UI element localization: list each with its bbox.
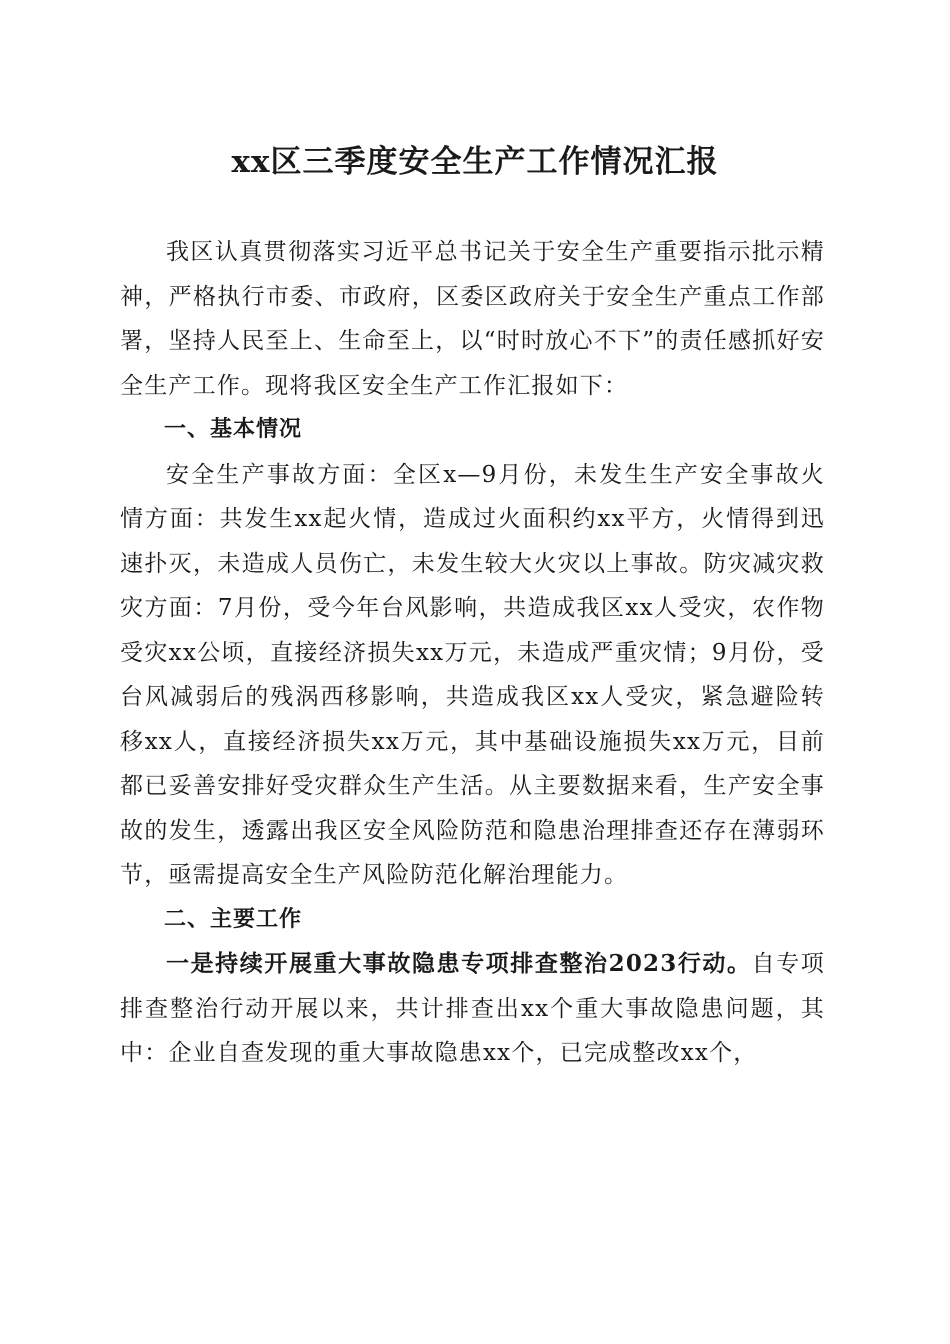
document-body	[120, 230, 825, 1076]
document-title: xx区三季度安全生产工作情况汇报	[231, 144, 719, 180]
main-work-text: 自专项排查整治行动开展以来，共计排查出xx个重大事故隐患问题，其中：企业自查发现的重大事故隐患xx个，已完成整改xx个，	[120, 951, 825, 1066]
section-heading-main-work: 二、主要工作	[164, 906, 303, 932]
main-work-paragraph	[120, 942, 825, 1076]
basic-situation-paragraph: 安全生产事故方面：全区x—9月份，未发生生产安全事故火情方面：共发生xx起火情，造成过火面积约xx平方，火情得到迅速扑灭，未造成人员伤亡，未发生较大火灾以上事故。防灾减灾救灾方面：7月份，受今年台风影响，共造成我区xx人受灾，农作物受灾xx公顷，直接经济损失xx万元，未造成严重灾情；9月份，受台风减弱后的残涡西移影响，共造成我区xx人受灾，紧急避险转移xx人，直接经济损失xx万元，其中基础设施损失xx万元，目前都已妥善安排好受灾群众生产生活。从主要数据来看，生产安全事故的发生，透露出我区安全风险防范和隐患治理排查还存在薄弱环节，亟需提高安全生产风险防范化解治理能力。	[120, 461, 825, 888]
section-heading-basic-situation: 一、基本情况	[164, 417, 303, 442]
main-work-lead: 一是持续开展重大事故隐患专项排查整治2023行动。	[166, 950, 752, 977]
intro-paragraph: 我区认真贯彻落实习近平总书记关于安全生产重要指示批示精神，严格执行市委、市政府，区委区政府关于安全生产重点工作部署，坚持人民至上、生命至上，以“时时放心不下”的责任感抓好安全生产工作。现将我区安全生产工作汇报如下：	[120, 239, 825, 399]
